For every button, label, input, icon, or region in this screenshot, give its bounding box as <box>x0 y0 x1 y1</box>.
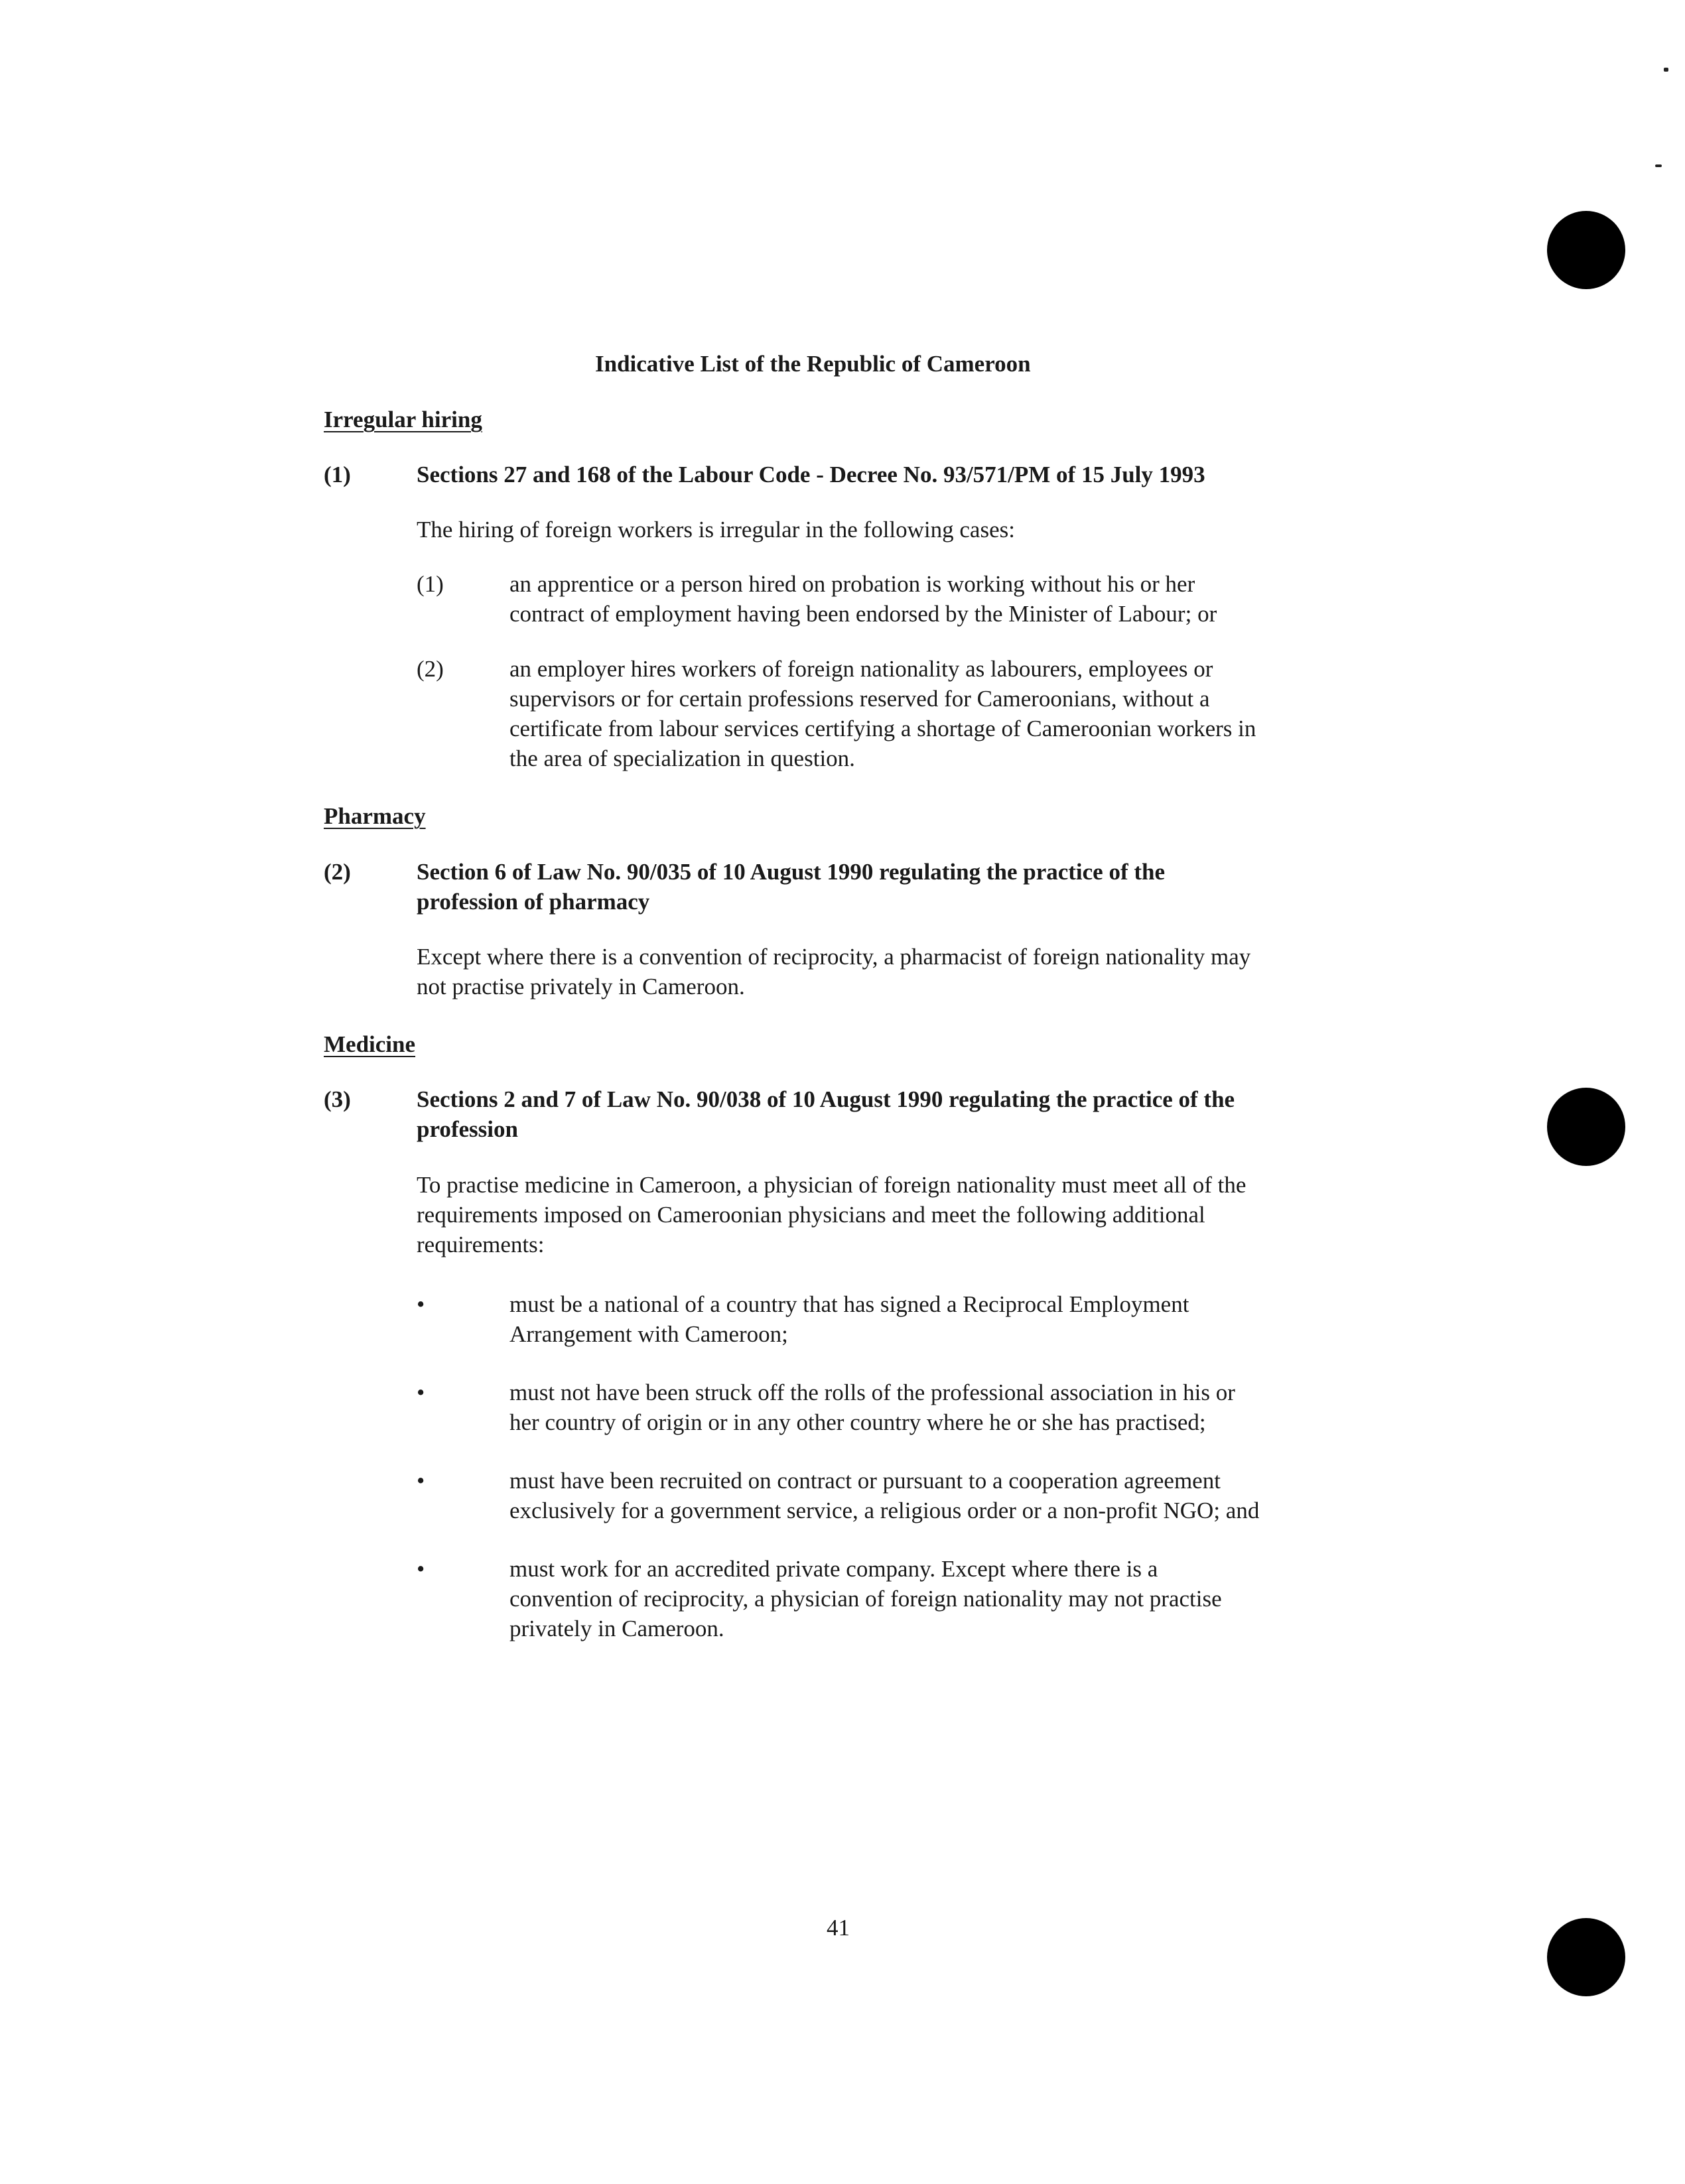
scan-speck <box>1664 68 1668 72</box>
item-number: (3) <box>324 1086 351 1112</box>
bullet-text-line: her country of origin or in any other country where he or she has practised; <box>509 1409 1206 1435</box>
bullet-text-line: must be a national of a country that has signed a Reciprocal Employment <box>509 1291 1189 1317</box>
item-number: (1) <box>324 462 351 487</box>
subitem-text-line: an apprentice or a person hired on probation is working without his or her <box>509 571 1195 597</box>
bullet-text-line: must not have been struck off the rolls of the professional association in his or <box>509 1380 1235 1405</box>
bullet-icon: • <box>417 1468 425 1494</box>
subitem-text-line: contract of employment having been endorsed by the Minister of Labour; or <box>509 601 1217 627</box>
item-number: (2) <box>324 859 351 885</box>
section-heading-pharmacy: Pharmacy <box>324 803 426 829</box>
item-body-line: requirements: <box>417 1232 545 1257</box>
bullet-text-line: must work for an accredited private company. Except where there is a <box>509 1556 1158 1582</box>
item-body-line: requirements imposed on Cameroonian physicians and meet the following additional <box>417 1202 1205 1228</box>
item-title: Sections 27 and 168 of the Labour Code - Decree No. 93/571/PM of 15 July 1993 <box>417 462 1205 487</box>
section-heading-medicine: Medicine <box>324 1031 416 1057</box>
punch-hole-bottom <box>1547 1918 1625 1996</box>
subitem-text-line: an employer hires workers of foreign nationality as labourers, employees or <box>509 656 1213 682</box>
subitem-text-line: supervisors or for certain professions reserved for Cameroonians, without a <box>509 686 1210 712</box>
section-heading-irregular-hiring: Irregular hiring <box>324 407 482 432</box>
punch-hole-middle <box>1547 1088 1625 1166</box>
item-title: Sections 2 and 7 of Law No. 90/038 of 10 August 1990 regulating the practice of the <box>417 1086 1235 1112</box>
document-title: Indicative List of the Republic of Cameroon <box>595 351 1031 377</box>
bullet-icon: • <box>417 1291 425 1317</box>
bullet-text-line: Arrangement with Cameroon; <box>509 1321 788 1347</box>
item-body-line: To practise medicine in Cameroon, a physician of foreign nationality must meet all of the <box>417 1172 1247 1198</box>
item-body-line: not practise privately in Cameroon. <box>417 974 745 999</box>
bullet-text-line: exclusively for a government service, a religious order or a non-profit NGO; and <box>509 1498 1260 1523</box>
bullet-icon: • <box>417 1556 425 1582</box>
punch-hole-top <box>1547 211 1625 289</box>
bullet-icon: • <box>417 1380 425 1405</box>
bullet-text-line: convention of reciprocity, a physician of foreign nationality may not practise <box>509 1586 1222 1612</box>
item-body-line: Except where there is a convention of reciprocity, a pharmacist of foreign nationality may <box>417 944 1251 970</box>
subitem-number: (1) <box>417 571 444 597</box>
item-title: Section 6 of Law No. 90/035 of 10 August 1990 regulating the practice of the <box>417 859 1166 885</box>
bullet-text-line: must have been recruited on contract or pursuant to a cooperation agreement <box>509 1468 1221 1494</box>
subitem-text-line: certificate from labour services certifying a shortage of Cameroonian workers in <box>509 716 1256 741</box>
item-title: profession of pharmacy <box>417 889 650 915</box>
page-number: 41 <box>827 1915 850 1941</box>
bullet-text-line: privately in Cameroon. <box>509 1616 724 1641</box>
subitem-number: (2) <box>417 656 444 682</box>
item-title: profession <box>417 1116 518 1142</box>
item-intro: The hiring of foreign workers is irregular in the following cases: <box>417 517 1015 543</box>
scan-speck <box>1655 164 1662 167</box>
subitem-text-line: the area of specialization in question. <box>509 745 855 771</box>
